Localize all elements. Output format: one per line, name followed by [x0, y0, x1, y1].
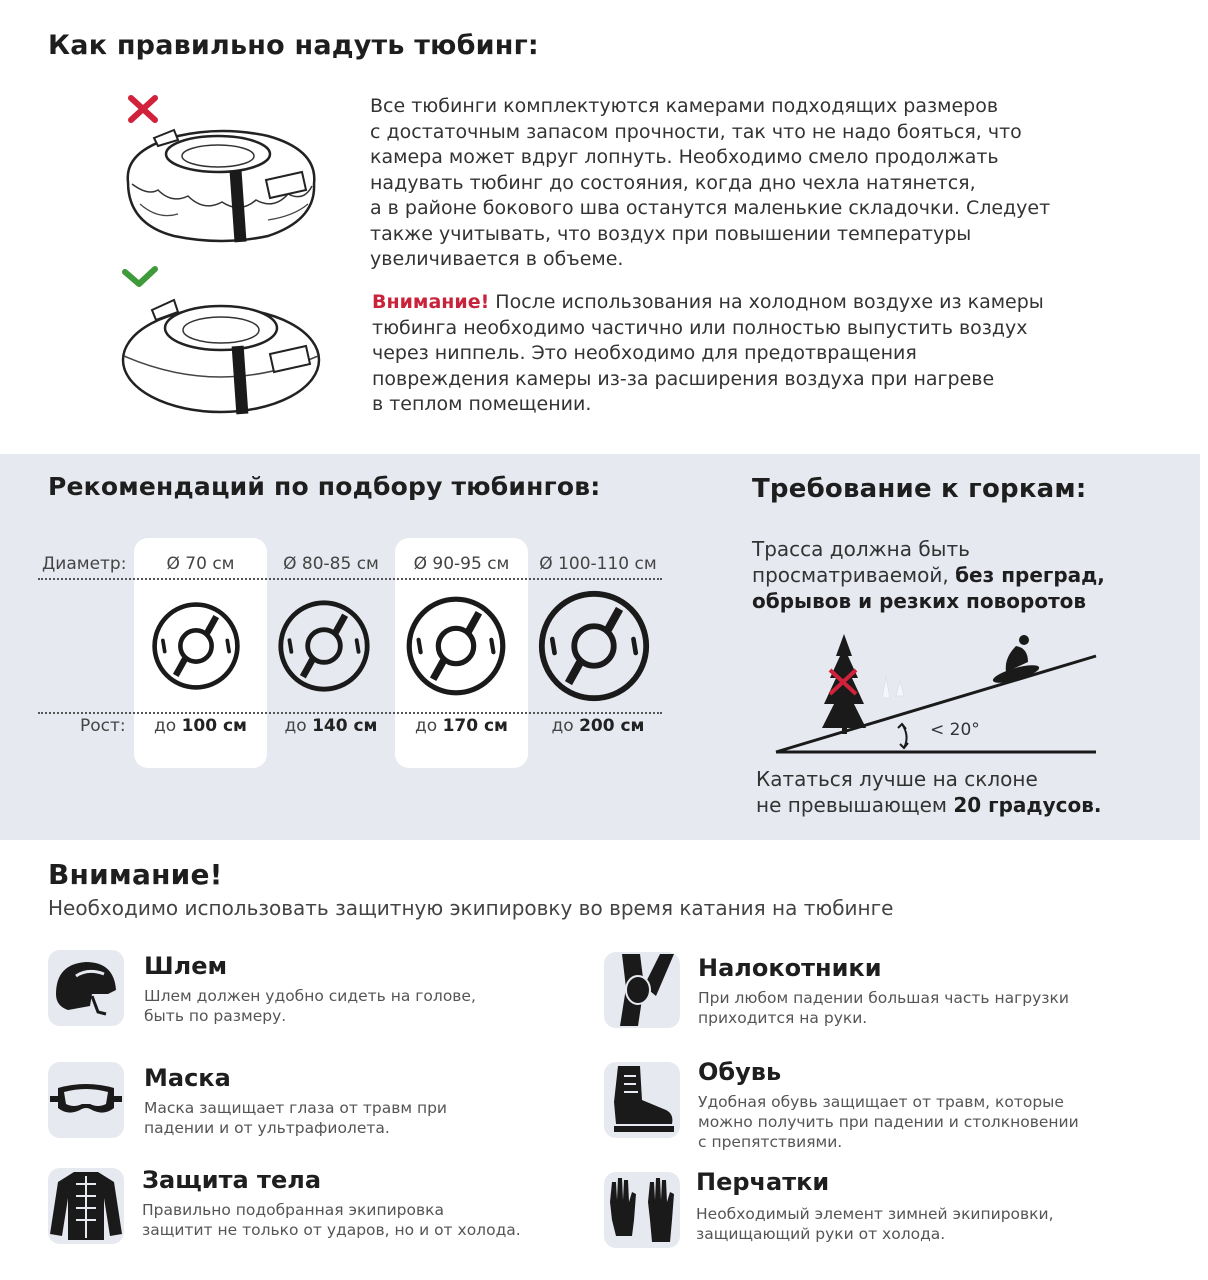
- diameter-value: Ø 80-85 см: [283, 554, 379, 574]
- slope-requirements: Трасса должна быть просматриваемой, без преград, обрывов и резких поворотов: [752, 537, 1105, 613]
- gear-desc: Шлем должен удобно сидеть на голове, быть по размеру.: [144, 987, 476, 1025]
- gear-title: Налокотники: [698, 954, 882, 982]
- inflated-tube-image: [118, 290, 324, 418]
- inflate-paragraph: Все тюбинги комплектуются камерами подходящих размеров с достаточным запасом прочности, так что не надо бояться, что камера может вдруг лопнуть. Необходимо смело продолжать надувать тюбинг до состояния, когда дно чехла натянется, а в районе бокового шва останутся маленькие складочки. Следует также учитывать, что воздух при повышении температуры увеличивается в объеме.: [370, 95, 1051, 270]
- gear-title: Перчатки: [696, 1168, 830, 1196]
- tube-size-80-icon: [276, 598, 372, 694]
- body-armor-icon: [48, 1168, 124, 1244]
- inflate-warning: Внимание! После использования на холодном воздухе из камеры тюбинга необходимо частично или полностью выпустить воздух через ниппель. Это необходимо для предотвращения повреждения камеры из-за расширения воздуха при нагреве в теплом помещении.: [372, 291, 1044, 415]
- height-dotted-line: [38, 712, 662, 714]
- sizing-title: Рекомендаций по подбору тюбингов:: [48, 472, 601, 501]
- attention-subtitle: Необходимо использовать защитную экипировку во время катания на тюбинге: [48, 896, 894, 920]
- helmet-icon: [48, 950, 124, 1026]
- diameter-dotted-line: [38, 578, 662, 580]
- gear-title: Шлем: [144, 952, 228, 980]
- diameter-value: Ø 70 см: [166, 554, 235, 574]
- slope-angle-note: Кататься лучше на склоне не превышающем 20 градусов.: [756, 767, 1102, 817]
- gear-title: Маска: [144, 1064, 231, 1092]
- tube-size-100-icon: [536, 588, 652, 704]
- warning-label: Внимание!: [372, 291, 490, 313]
- diameter-value: Ø 100-110 см: [539, 554, 657, 574]
- goggles-icon: [48, 1062, 124, 1138]
- gear-title: Защита тела: [142, 1166, 322, 1194]
- boot-icon: [604, 1062, 680, 1138]
- gear-desc: Удобная обувь защищает от травм, которые можно получить при падении и столкновении с препятствиями.: [698, 1093, 1079, 1151]
- slopes-title: Требование к горкам:: [752, 474, 1087, 504]
- inflate-title: Как правильно надуть тюбинг:: [48, 30, 539, 61]
- height-value: до 100 см: [154, 716, 247, 736]
- height-value: до 170 см: [415, 716, 508, 736]
- gear-desc: При любом падении большая часть нагрузки приходится на руки.: [698, 989, 1069, 1027]
- helmet-icon-box: [48, 950, 124, 1026]
- gear-desc: Правильно подобранная экипировка защитит не только от ударов, но и от холода.: [142, 1201, 521, 1239]
- angle-label: < 20°: [930, 720, 980, 740]
- attention-title: Внимание!: [48, 858, 223, 891]
- gloves-icon-box: [604, 1172, 680, 1248]
- height-value: до 200 см: [551, 716, 645, 736]
- tube-size-70-icon: [150, 600, 242, 692]
- underinflated-tube-image: [118, 120, 324, 248]
- tube-size-90-icon: [404, 594, 508, 698]
- elbow-pads-icon: [604, 952, 680, 1028]
- diameter-value: Ø 90-95 см: [413, 554, 510, 574]
- elbow-pads-icon-box: [604, 952, 680, 1028]
- gear-desc: Маска защищает глаза от травм при падении и от ультрафиолета.: [144, 1099, 448, 1137]
- height-label: Рост:: [80, 716, 126, 736]
- diameter-label: Диаметр:: [42, 554, 127, 574]
- sledder-icon: [991, 635, 1040, 686]
- height-value: до 140 см: [284, 716, 378, 736]
- gear-desc: Необходимый элемент зимней экипировки, защищающий руки от холода.: [696, 1205, 1054, 1243]
- boot-icon-box: [604, 1062, 680, 1138]
- check-icon: [120, 264, 160, 290]
- goggles-icon-box: [48, 1062, 124, 1138]
- gear-title: Обувь: [698, 1058, 782, 1086]
- body-armor-icon-box: [48, 1168, 124, 1244]
- gloves-icon: [604, 1172, 680, 1248]
